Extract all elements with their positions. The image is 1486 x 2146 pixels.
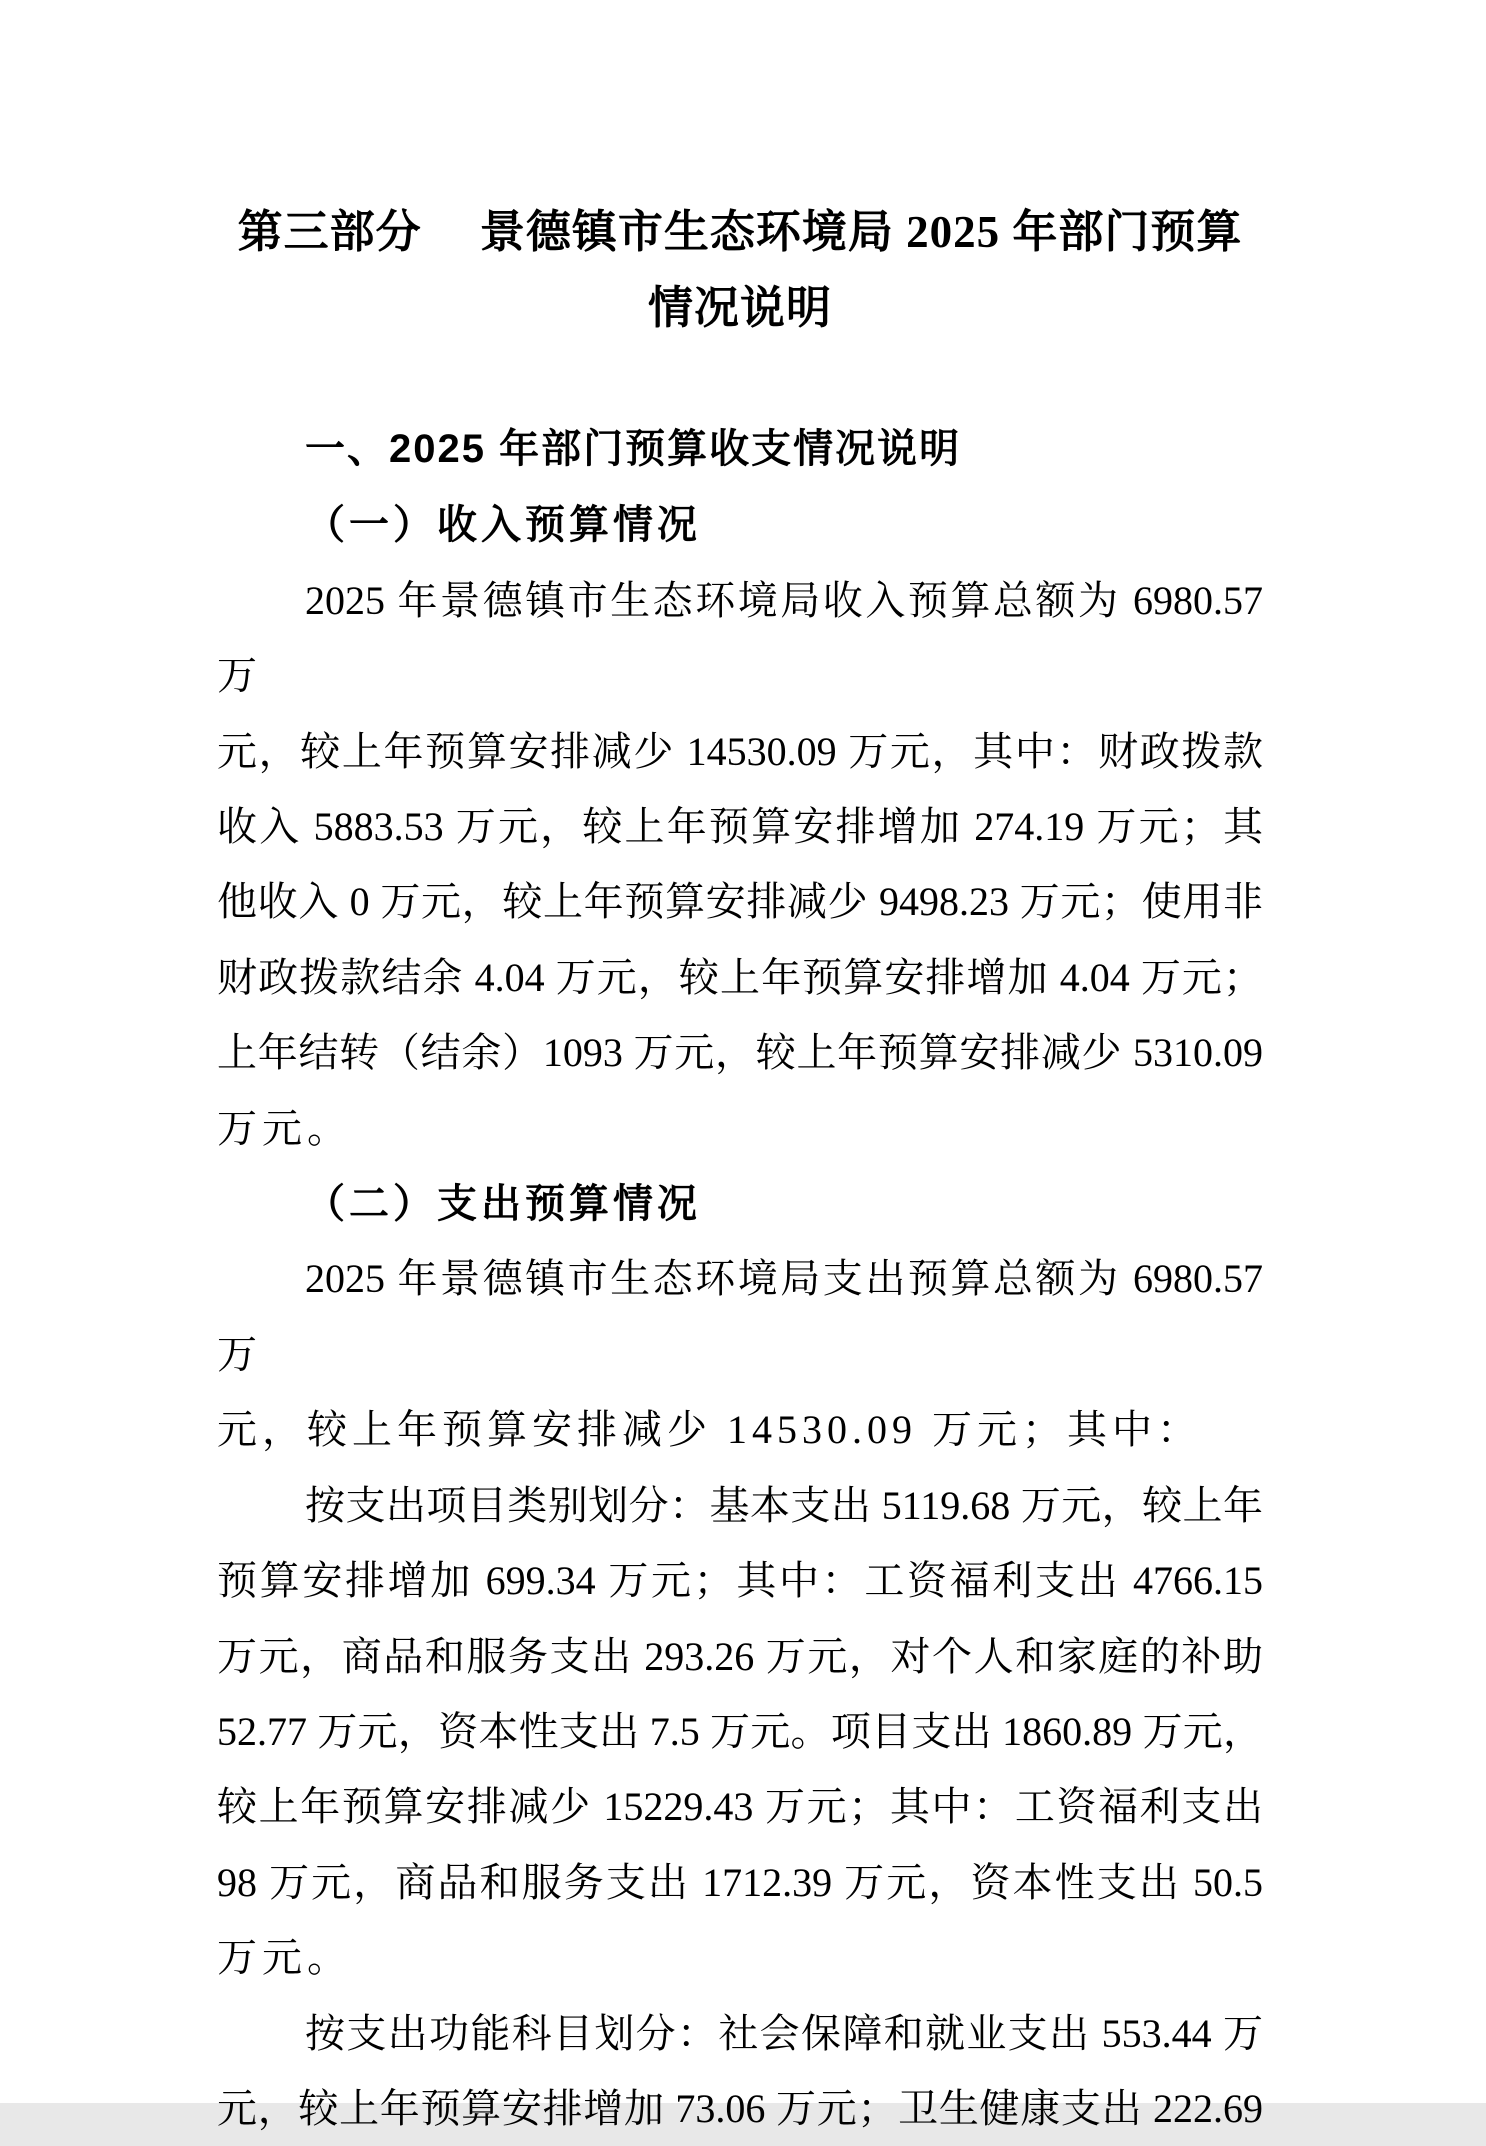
income-paragraph-line: 他收入 0 万元，较上年预算安排减少 9498.23 万元；使用非: [217, 879, 1263, 925]
expense-by-category-line: 预算安排增加 699.34 万元；其中：工资福利支出 4766.15: [217, 1558, 1263, 1604]
expense-by-category-line: 万元，商品和服务支出 293.26 万元，对个人和家庭的补助: [217, 1633, 1263, 1679]
income-subsection-heading: （一）收入预算情况: [305, 502, 701, 548]
section-heading: 一、2025 年部门预算收支情况说明: [305, 427, 962, 471]
income-paragraph-line: 财政拨款结余 4.04 万元，较上年预算安排增加 4.04 万元；: [217, 954, 1263, 1000]
document-title: 第三部分 景德镇市生态环境局 2025 年部门预算情况说明: [237, 207, 1243, 333]
expense-overview-line: 2025 年景德镇市生态环境局支出预算总额为 6980.57 万: [217, 1256, 1263, 1377]
expense-by-category-line: 98 万元，商品和服务支出 1712.39 万元，资本性支出 50.5: [217, 1859, 1263, 1905]
expense-subsection-heading: （二）支出预算情况: [305, 1181, 701, 1227]
expense-by-category-line: 万元。: [217, 1935, 352, 1981]
income-paragraph-line: 元，较上年预算安排减少 14530.09 万元，其中：财政拨款: [217, 728, 1263, 774]
expense-by-category-line: 较上年预算安排减少 15229.43 万元；其中：工资福利支出: [217, 1784, 1263, 1830]
income-paragraph-line: 万元。: [217, 1105, 352, 1151]
expense-by-category-line: 52.77 万元，资本性支出 7.5 万元。项目支出 1860.89 万元，: [217, 1708, 1263, 1754]
income-paragraph-line: 上年结转（结余）1093 万元，较上年预算安排减少 5310.09: [217, 1030, 1263, 1076]
expense-by-function-line: 元，较上年预算安排增加 73.06 万元；卫生健康支出 222.69: [217, 2085, 1263, 2131]
expense-by-function-line: 按支出功能科目划分：社会保障和就业支出 553.44 万: [305, 2010, 1263, 2056]
income-paragraph-line: 2025 年景德镇市生态环境局收入预算总额为 6980.57 万: [217, 577, 1263, 699]
income-paragraph-line: 收入 5883.53 万元，较上年预算安排增加 274.19 万元；其: [217, 804, 1263, 850]
expense-by-category-line: 按支出项目类别划分：基本支出 5119.68 万元，较上年: [305, 1482, 1263, 1528]
expense-overview-line: 元，较上年预算安排减少 14530.09 万元；其中：: [217, 1407, 1202, 1453]
